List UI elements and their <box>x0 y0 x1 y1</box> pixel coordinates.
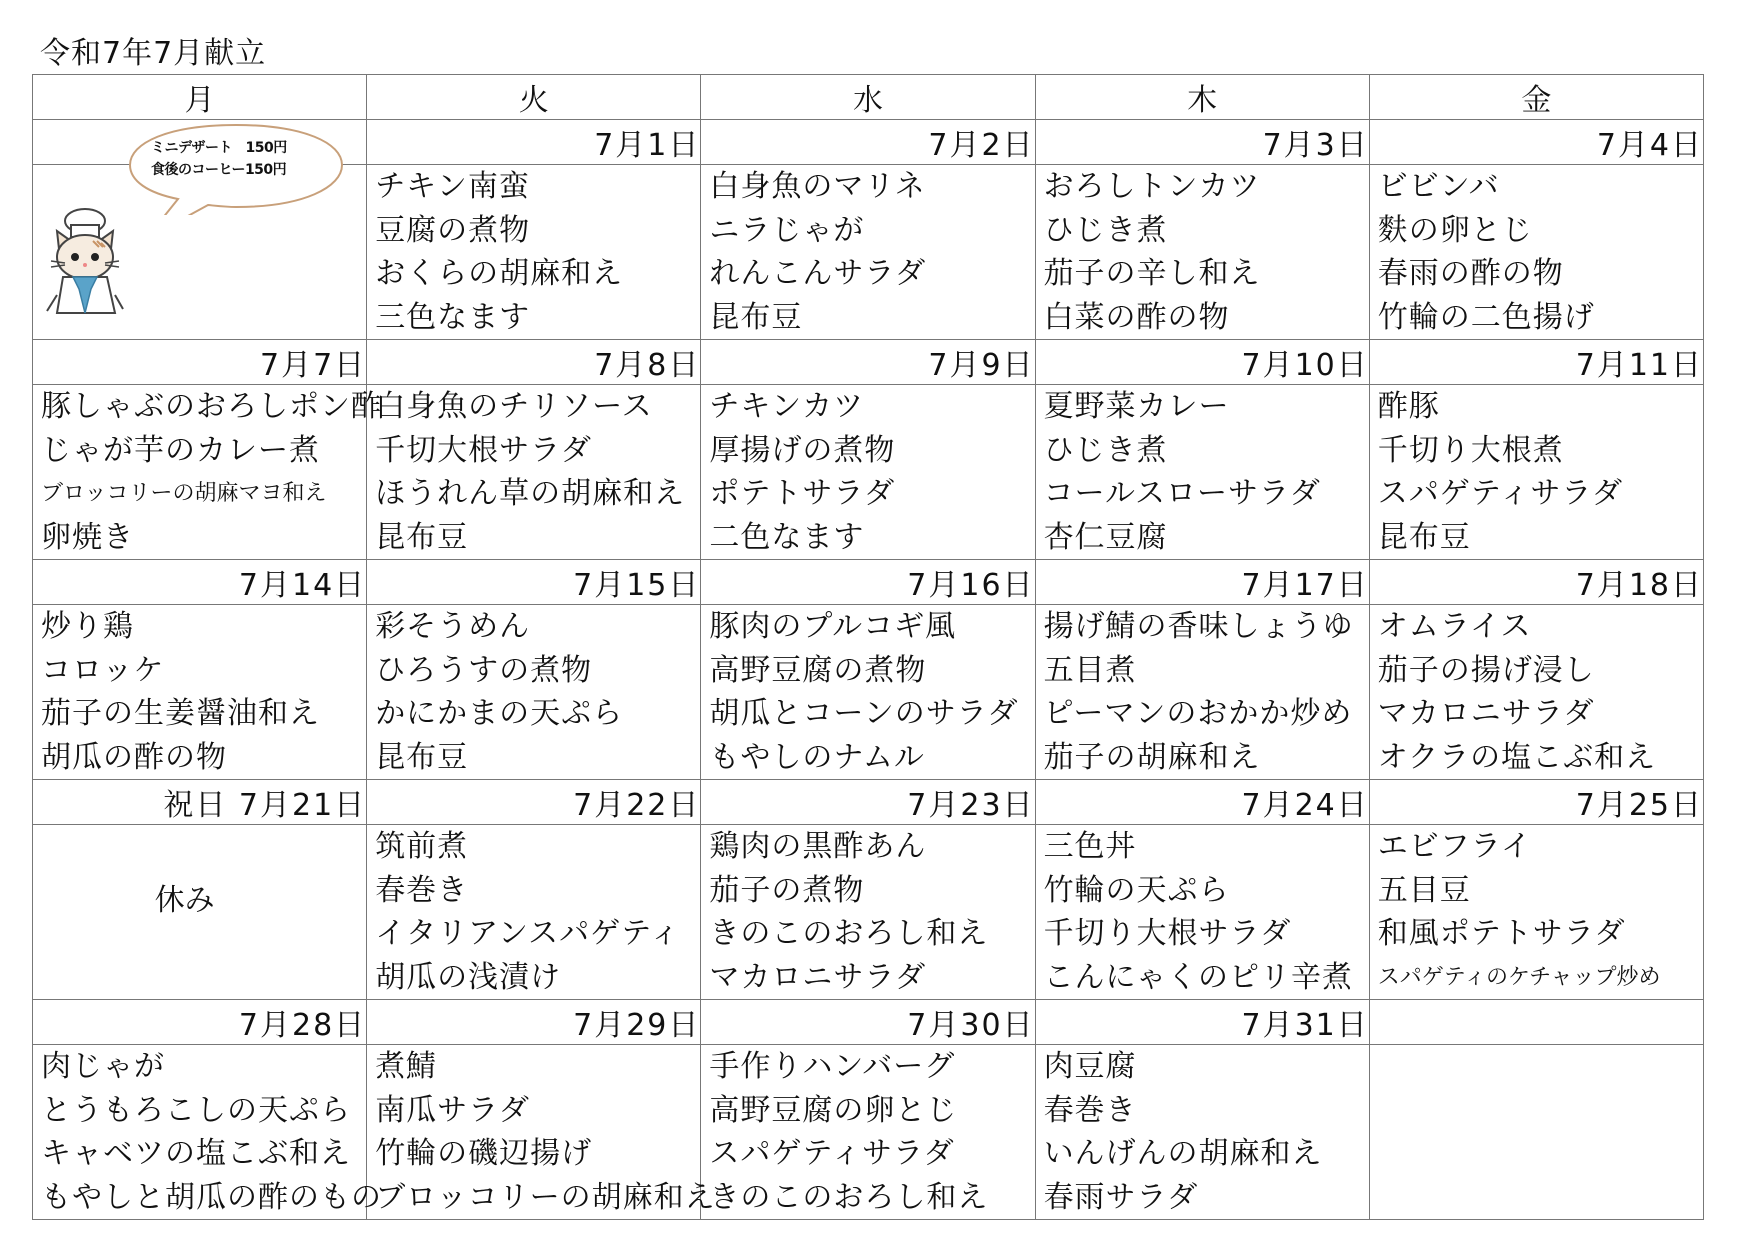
dish-item: じゃが芋のカレー煮 <box>41 432 320 468</box>
date-cell-friday: 7月11日 <box>1369 340 1703 385</box>
dish-item: 昆布豆 <box>375 739 469 775</box>
dish-item: かにかまの天ぷら <box>375 696 624 731</box>
date-row <box>33 1000 1704 1045</box>
dish-item: 鶏肉の黒酢あん <box>709 829 927 864</box>
dish-item: イタリアンスパゲティ <box>375 916 681 951</box>
dish-item: 春巻き <box>1043 1092 1137 1128</box>
dish-item: 三色なます <box>375 299 531 335</box>
dish-item: スパゲティサラダ <box>709 1136 955 1171</box>
menu-cell-tuesday <box>367 605 701 780</box>
dish-item: 炒り鶏 <box>41 609 134 644</box>
menu-cell-thursday <box>1035 605 1369 780</box>
weekday-thursday: 木 <box>1035 75 1369 120</box>
dish-item: ニラじゃが <box>709 212 865 248</box>
dish-item: きのこのおろし和え <box>709 1179 989 1215</box>
dish-item: ピーマンのおかか炒め <box>1043 696 1353 731</box>
date-cell-tuesday: 7月15日 <box>367 560 701 605</box>
date-cell-wednesday: 7月30日 <box>701 1000 1035 1045</box>
date-cell-tuesday: 7月1日 <box>367 120 701 165</box>
dish-item: 肉じゃが <box>41 1049 165 1084</box>
menu-row <box>33 385 1704 560</box>
dish-item: ポテトサラダ <box>709 476 896 511</box>
holiday-note: 休み <box>154 883 215 918</box>
dish-item: 胡瓜の浅漬け <box>375 959 562 995</box>
dish-item: 茄子の生姜醤油和え <box>41 696 320 731</box>
dish-item: 茄子の煮物 <box>709 872 865 908</box>
dish-item: ひじき煮 <box>1043 212 1168 248</box>
dish-item: 千切り大根煮 <box>1377 432 1564 468</box>
dish-item: チキンカツ <box>709 389 865 424</box>
date-cell-thursday: 7月3日 <box>1035 120 1369 165</box>
menu-cell-thursday <box>1035 825 1369 1000</box>
dish-item: 竹輪の二色揚げ <box>1377 299 1595 335</box>
dish-item: 煮鯖 <box>375 1049 438 1084</box>
dish-item: 春巻き <box>375 872 469 908</box>
date-cell-thursday: 7月24日 <box>1035 780 1369 825</box>
date-cell-friday: 7月18日 <box>1369 560 1703 605</box>
dish-item: 豚肉のプルコギ風 <box>709 609 957 644</box>
dish-item: 千切り大根サラダ <box>1043 916 1292 951</box>
dish-item: 春雨サラダ <box>1043 1179 1199 1215</box>
dish-item: 竹輪の天ぷら <box>1043 872 1230 908</box>
dish-item: 豆腐の煮物 <box>375 212 531 248</box>
dish-item: 五目豆 <box>1377 872 1471 908</box>
menu-cell-monday <box>33 605 367 780</box>
dish-item: れんこんサラダ <box>709 256 927 291</box>
dish-item: 茄子の揚げ浸し <box>1377 652 1595 688</box>
date-cell-monday: 7月14日 <box>33 560 367 605</box>
dish-item: 南瓜サラダ <box>375 1092 530 1128</box>
dish-item: スパゲティのケチャップ炒め <box>1377 964 1661 990</box>
date-cell-wednesday: 7月23日 <box>701 780 1035 825</box>
date-cell-monday: 祝日 7月21日 <box>33 780 367 825</box>
date-row <box>33 340 1704 385</box>
date-cell-tuesday: 7月8日 <box>367 340 701 385</box>
date-cell-monday: 7月7日 <box>33 340 367 385</box>
dish-item: 高野豆腐の煮物 <box>709 652 927 688</box>
date-cell-friday: 7月4日 <box>1369 120 1703 165</box>
menu-row <box>33 165 1704 340</box>
dish-item: 揚げ鯖の香味しょうゆ <box>1043 609 1354 644</box>
menu-cell-monday <box>33 1045 382 1220</box>
dish-item: ひろうすの煮物 <box>375 652 593 688</box>
promo-text <box>151 137 287 181</box>
menu-cell-tuesday <box>367 165 701 340</box>
menu-calendar-table <box>32 74 1704 1220</box>
dish-item: エビフライ <box>1377 829 1532 864</box>
date-cell-wednesday: 7月2日 <box>701 120 1035 165</box>
date-cell-tuesday: 7月29日 <box>367 1000 701 1045</box>
date-cell-wednesday: 7月9日 <box>701 340 1035 385</box>
dish-item: 杏仁豆腐 <box>1043 519 1168 555</box>
weekday-tuesday: 火 <box>367 75 701 120</box>
dish-item: 卵焼き <box>41 519 134 555</box>
menu-cell-monday <box>33 385 382 560</box>
menu-cell-monday <box>33 140 367 340</box>
dish-item: 白身魚のチリソース <box>375 389 653 424</box>
menu-cell-tuesday <box>367 385 701 560</box>
menu-row <box>33 825 1704 1000</box>
date-cell-monday: 7月28日 <box>33 1000 367 1045</box>
menu-cell-wednesday <box>701 165 1035 340</box>
date-cell-tuesday: 7月22日 <box>367 780 701 825</box>
dish-item: きのこのおろし和え <box>709 916 989 951</box>
dish-item: 千切大根サラダ <box>375 432 592 468</box>
dish-item: 春雨の酢の物 <box>1377 256 1564 291</box>
menu-cell-thursday <box>1035 165 1369 340</box>
promo-coffee: 食後のコーヒー150円 <box>151 162 287 178</box>
date-row <box>33 780 1704 825</box>
menu-cell-friday <box>1369 1045 1703 1220</box>
weekday-monday: 月 <box>33 75 367 120</box>
date-cell-friday <box>1369 1000 1703 1045</box>
dish-item: 二色なます <box>709 519 865 555</box>
dish-item: 五目煮 <box>1043 652 1137 688</box>
dish-item: もやしと胡瓜の酢のもの <box>41 1179 382 1215</box>
dish-item: 彩そうめん <box>375 609 531 644</box>
dish-item: 高野豆腐の卵とじ <box>709 1092 958 1128</box>
date-cell-thursday: 7月10日 <box>1035 340 1369 385</box>
weekday-header-row <box>33 75 1704 120</box>
dish-item: もやしのナムル <box>709 739 925 775</box>
dish-item: 昆布豆 <box>709 299 803 335</box>
menu-cell-monday <box>33 825 367 1000</box>
dish-item: 三色丼 <box>1043 829 1137 864</box>
menu-cell-friday <box>1369 385 1703 560</box>
dish-item: コールスローサラダ <box>1043 476 1321 511</box>
menu-cell-friday <box>1369 605 1703 780</box>
dish-item: 竹輪の磯辺揚げ <box>375 1136 593 1171</box>
dish-item: 筑前煮 <box>375 829 469 864</box>
menu-row <box>33 1045 1704 1220</box>
dish-item: いんげんの胡麻和え <box>1043 1136 1323 1171</box>
menu-row <box>33 605 1704 780</box>
menu-cell-wednesday <box>701 385 1035 560</box>
date-row <box>33 560 1704 605</box>
weekday-wednesday: 水 <box>701 75 1035 120</box>
dish-item: 胡瓜の酢の物 <box>41 739 227 775</box>
menu-cell-friday <box>1369 825 1703 1000</box>
dish-item: キャベツの塩こぶ和え <box>41 1136 351 1171</box>
dish-item: 茄子の胡麻和え <box>1043 739 1261 775</box>
menu-cell-tuesday <box>367 825 701 1000</box>
dish-item: 白菜の酢の物 <box>1043 299 1230 335</box>
chef-cat-icon <box>43 205 143 317</box>
dish-item: ブロッコリーの胡麻和え <box>375 1179 716 1215</box>
dish-item: 厚揚げの煮物 <box>709 432 896 468</box>
dish-item: ブロッコリーの胡麻マヨ和え <box>41 481 327 506</box>
dish-item: オクラの塩こぶ和え <box>1377 739 1657 775</box>
menu-cell-thursday <box>1035 385 1369 560</box>
menu-cell-thursday <box>1035 1045 1369 1220</box>
menu-cell-wednesday <box>701 825 1035 1000</box>
menu-cell-wednesday <box>701 1045 1035 1220</box>
dish-item: ほうれん草の胡麻和え <box>375 476 686 511</box>
date-cell-wednesday: 7月16日 <box>701 560 1035 605</box>
dish-item: 白身魚のマリネ <box>709 169 926 204</box>
date-cell-thursday: 7月31日 <box>1035 1000 1369 1045</box>
dish-item: チキン南蛮 <box>375 169 530 204</box>
dish-item: 夏野菜カレー <box>1043 389 1230 424</box>
dish-item: オムライス <box>1377 609 1532 644</box>
dish-item: 麩の卵とじ <box>1377 212 1533 248</box>
dish-item: 手作りハンバーグ <box>709 1049 956 1084</box>
menu-cell-tuesday <box>367 1045 716 1220</box>
dish-item: おくらの胡麻和え <box>375 256 624 291</box>
dish-item: 豚しゃぶのおろしポン酢 <box>41 389 382 424</box>
dish-item: 和風ポテトサラダ <box>1377 916 1626 951</box>
dish-item: コロッケ <box>41 652 165 688</box>
dish-item: 酢豚 <box>1377 389 1440 424</box>
date-cell-friday: 7月25日 <box>1369 780 1703 825</box>
dish-item: おろしトンカツ <box>1043 169 1261 204</box>
dish-item: ひじき煮 <box>1043 432 1168 468</box>
dish-item: 茄子の辛し和え <box>1043 256 1261 291</box>
page-title: 令和7年7月献立 <box>40 36 267 71</box>
dish-item: マカロニサラダ <box>709 959 927 995</box>
dish-item: スパゲティサラダ <box>1377 476 1624 511</box>
menu-cell-friday <box>1369 165 1703 340</box>
dish-item: マカロニサラダ <box>1377 696 1595 731</box>
promo-dessert: ミニデザート 150円 <box>151 140 287 156</box>
dish-item: 昆布豆 <box>375 519 469 555</box>
dish-item: とうもろこしの天ぷら <box>41 1092 351 1128</box>
dish-item: 胡瓜とコーンのサラダ <box>709 696 1019 731</box>
dish-item: ビビンバ <box>1377 169 1500 204</box>
menu-cell-wednesday <box>701 605 1035 780</box>
dish-item: こんにゃくのピリ辛煮 <box>1043 959 1353 995</box>
dish-item: 昆布豆 <box>1377 519 1471 555</box>
dish-item: 肉豆腐 <box>1043 1049 1137 1084</box>
date-cell-thursday: 7月17日 <box>1035 560 1369 605</box>
weekday-friday: 金 <box>1369 75 1703 120</box>
